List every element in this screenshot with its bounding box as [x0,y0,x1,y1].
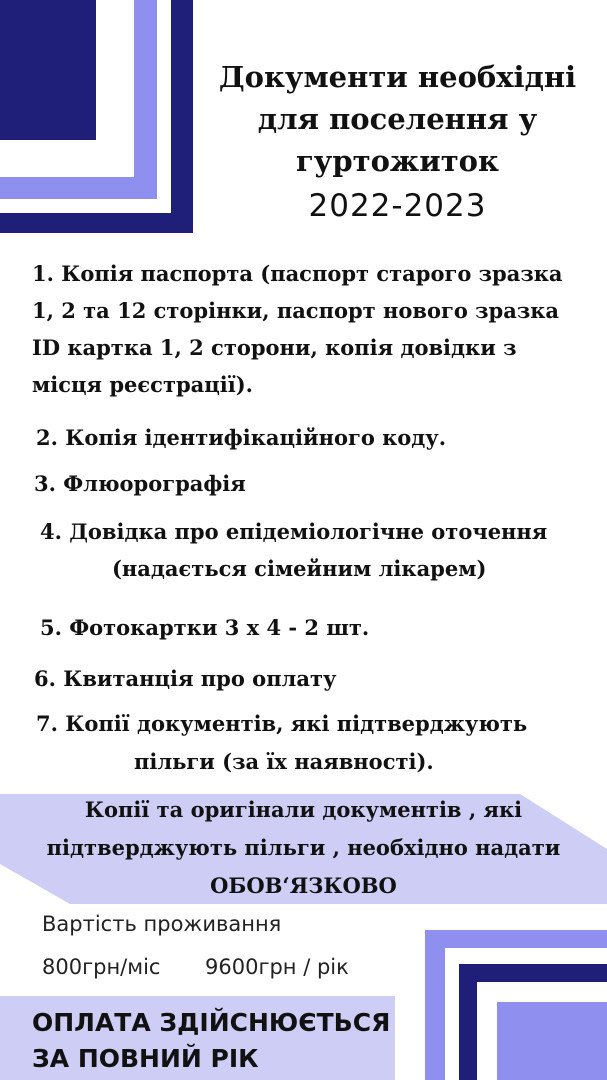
academic-year: 2022-2023 [308,188,487,224]
list-item-4-line-2: (надається сімейним лікарем) [112,556,487,581]
page-title [190,56,605,182]
notice-line-2: підтверджують пільги , необхідно надати [46,835,561,860]
bottom-right-decoration [425,930,607,1080]
list-item-3: 3. Флюорографія [34,471,246,496]
notice-line-3: ОБОВ‘ЯЗКОВО [210,873,397,898]
deco-navy-inner [0,0,96,140]
notice-line-1: Копії та оригінали документів , які [84,797,523,822]
cost-yearly: 9600грн / рік [205,955,349,979]
list-item-1-line-4: місця реєстрації). [32,372,253,397]
list-item-5: 5. Фотокартки 3 х 4 - 2 шт. [40,615,370,640]
list-item-4-line-1: 4. Довідка про епідеміологічне оточення [40,519,548,544]
list-item-6: 6. Квитанція про оплату [34,666,337,691]
title-line-2: для поселення у [257,102,538,136]
top-left-decoration [0,0,193,233]
payment-line-1: ОПЛАТА ЗДІЙСНЮЄТЬСЯ [32,1008,391,1037]
list-item-1-line-1: 1. Копія паспорта (паспорт старого зразка [32,261,563,286]
title-line-3: гуртожиток [296,144,499,178]
list-item-2: 2. Копія ідентифікаційного коду. [36,425,447,450]
list-item-7-line-2: пільги (за їх наявності). [134,749,434,774]
title-line-1: Документи необхідні [218,60,577,94]
cost-monthly: 800грн/міс [42,955,161,979]
list-item-1-line-2: 1, 2 та 12 сторінки, паспорт нового зразка [32,298,559,323]
list-item-1-line-3: ID картка 1, 2 сторони, копія довідки з [32,335,517,360]
cost-label: Вартість проживання [42,912,282,936]
list-item-7-line-1: 7. Копії документів, які підтверджують [36,711,528,736]
payment-line-2: ЗА ПОВНИЙ РІК [32,1044,259,1073]
deco-br-periwinkle-inner [497,1002,607,1080]
